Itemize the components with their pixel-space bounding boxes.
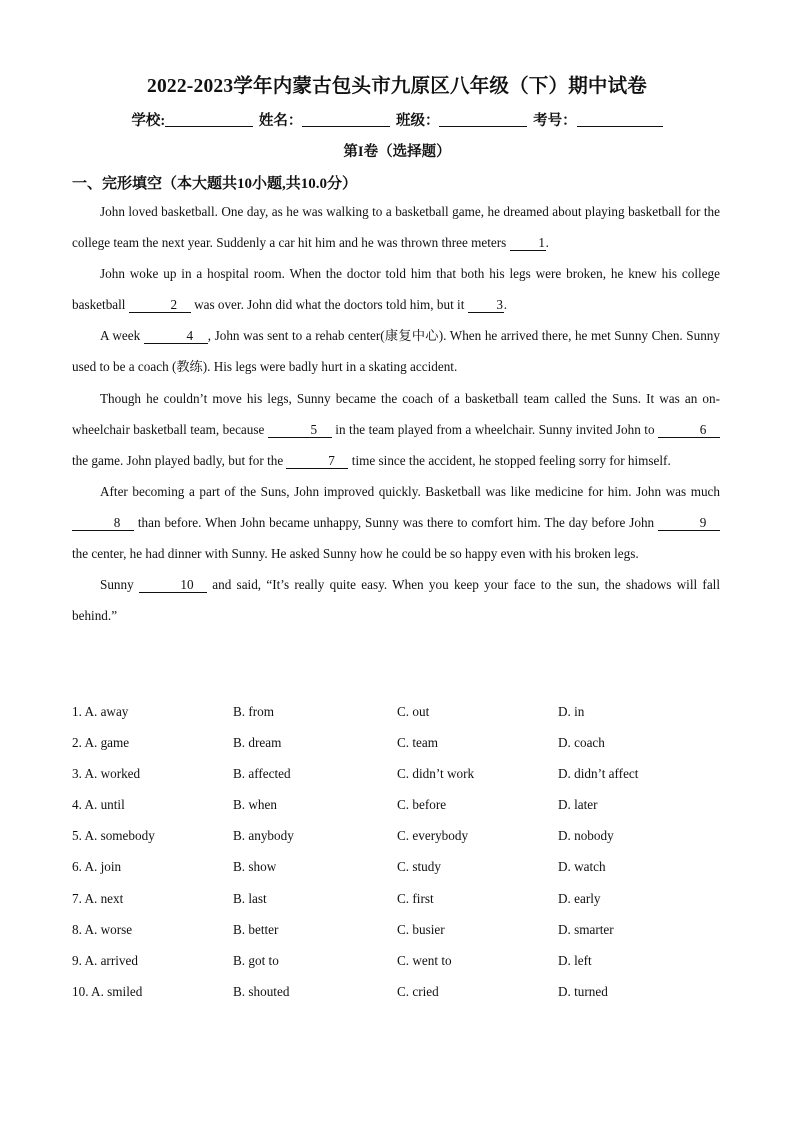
option-d: D. nobody bbox=[558, 828, 614, 844]
question-row bbox=[72, 851, 732, 882]
blank-10: 10 bbox=[139, 578, 207, 593]
number-label: 考号： bbox=[533, 113, 577, 129]
question-row bbox=[72, 789, 732, 820]
option-b: B. affected bbox=[233, 766, 291, 782]
option-b: B. better bbox=[233, 921, 279, 937]
option-b: B. show bbox=[233, 859, 277, 875]
option-d: D. smarter bbox=[558, 921, 614, 937]
exam-title: 2022-2023学年内蒙古包头市九原区八年级（下）期中试卷 bbox=[147, 76, 647, 97]
option-a: 2. A. game bbox=[72, 735, 130, 751]
option-b: B. from bbox=[233, 704, 275, 719]
blank-2: 2 bbox=[129, 298, 191, 313]
option-a: 3. A. worked bbox=[72, 766, 141, 782]
question-row bbox=[72, 914, 732, 945]
option-b: B. anybody bbox=[233, 828, 294, 844]
passage-paragraph-1: John loved basketball. One day, as he was walking to a basketball game, he dreamed about playing basketball for the college team the next year. Suddenly a car hit him and he was thrown three meters 1. bbox=[72, 204, 720, 251]
question-row bbox=[72, 945, 732, 976]
class-blank bbox=[439, 112, 527, 127]
option-a: 6. A. join bbox=[72, 859, 122, 875]
option-c: C. out bbox=[397, 704, 430, 719]
blank-6: 6 bbox=[658, 423, 720, 438]
option-a: 1. A. away bbox=[72, 704, 129, 719]
option-a: 5. A. somebody bbox=[72, 828, 155, 844]
option-a: 9. A. arrived bbox=[72, 952, 138, 968]
option-b: B. got to bbox=[233, 952, 279, 968]
school-blank bbox=[165, 112, 253, 127]
option-b: B. last bbox=[233, 890, 267, 906]
option-c: C. before bbox=[397, 797, 447, 813]
option-c: C. busier bbox=[397, 921, 445, 937]
option-c: C. study bbox=[397, 859, 441, 875]
blank-5: 5 bbox=[268, 423, 332, 438]
section-title: 一、完形填空（本大题共10小题,共10.0分） bbox=[72, 176, 358, 192]
option-d: D. early bbox=[558, 890, 601, 906]
option-d: D. in bbox=[558, 704, 585, 719]
student-info-line bbox=[0, 109, 794, 130]
option-a: 7. A. next bbox=[72, 890, 124, 906]
option-a: 8. A. worse bbox=[72, 921, 133, 937]
option-d: D. watch bbox=[558, 859, 606, 875]
blank-8: 8 bbox=[72, 516, 134, 531]
question-row bbox=[72, 883, 732, 914]
question-row bbox=[72, 727, 732, 758]
cloze-passage bbox=[72, 196, 720, 631]
passage-paragraph-4: Though he couldn’t move his legs, Sunny became the coach of a basketball team called the Suns. It was an on-wheelchair basketball team, because 5 in the team played from a wheelchair. Sunny invited John to 6 the game. John played badly, but for the 7 time since the accident, he stopped feeling sorry for himself. bbox=[72, 390, 720, 468]
blank-9: 9 bbox=[658, 516, 720, 531]
passage-paragraph-5: After becoming a part of the Suns, John improved quickly. Basketball was like medicine for him. John was much 8 than before. When John became unhappy, Sunny was there to comfort him. The day before John 9 the center, he had dinner with Sunny. He asked Sunny how he could be so happy even with his broken legs. bbox=[72, 483, 720, 562]
option-d: D. left bbox=[558, 952, 592, 968]
option-c: C. went to bbox=[397, 952, 452, 968]
option-a: 4. A. until bbox=[72, 797, 125, 813]
answer-options bbox=[72, 696, 732, 1007]
option-d: D. later bbox=[558, 797, 598, 813]
question-row bbox=[72, 696, 732, 727]
passage-paragraph-6: Sunny 10 and said, “It’s really quite easy. When you keep your face to the sun, the shadows will fall behind.” bbox=[72, 577, 720, 624]
number-blank bbox=[577, 112, 663, 127]
blank-7: 7 bbox=[286, 454, 348, 469]
option-b: B. dream bbox=[233, 735, 282, 751]
option-c: C. didn’t work bbox=[397, 766, 475, 782]
passage-paragraph-3: A week 4 , John was sent to a rehab center(康复中心). When he arrived there, he met Sunny Chen. Sunny used to be a coach (教练). His legs were badly hurt in a skating accident. bbox=[72, 328, 720, 375]
option-b: B. shouted bbox=[233, 983, 290, 999]
option-c: C. team bbox=[397, 735, 439, 751]
option-d: D. coach bbox=[558, 735, 605, 751]
blank-1: 1 bbox=[510, 236, 546, 251]
option-c: C. everybody bbox=[397, 828, 469, 844]
option-c: C. first bbox=[397, 890, 434, 906]
option-a: 10. A. smiled bbox=[72, 983, 143, 999]
blank-4: 4 bbox=[144, 329, 208, 344]
question-row bbox=[72, 758, 732, 789]
part-title: 第I卷（选择题） bbox=[343, 144, 451, 160]
school-label: 学校: bbox=[131, 113, 166, 129]
option-d: D. didn’t affect bbox=[558, 766, 639, 782]
blank-3: 3 bbox=[468, 298, 504, 313]
name-blank bbox=[302, 112, 390, 127]
option-c: C. cried bbox=[397, 983, 439, 999]
question-row bbox=[72, 820, 732, 851]
option-b: B. when bbox=[233, 797, 277, 813]
class-label: 班级： bbox=[395, 113, 440, 129]
passage-paragraph-2: John woke up in a hospital room. When the doctor told him that both his legs were broken, he knew his college basketball 2 was over. John did what the doctors told him, but it 3. bbox=[72, 266, 720, 313]
option-d: D. turned bbox=[558, 983, 608, 999]
name-label: 姓名： bbox=[258, 113, 303, 129]
question-row bbox=[72, 976, 732, 1007]
